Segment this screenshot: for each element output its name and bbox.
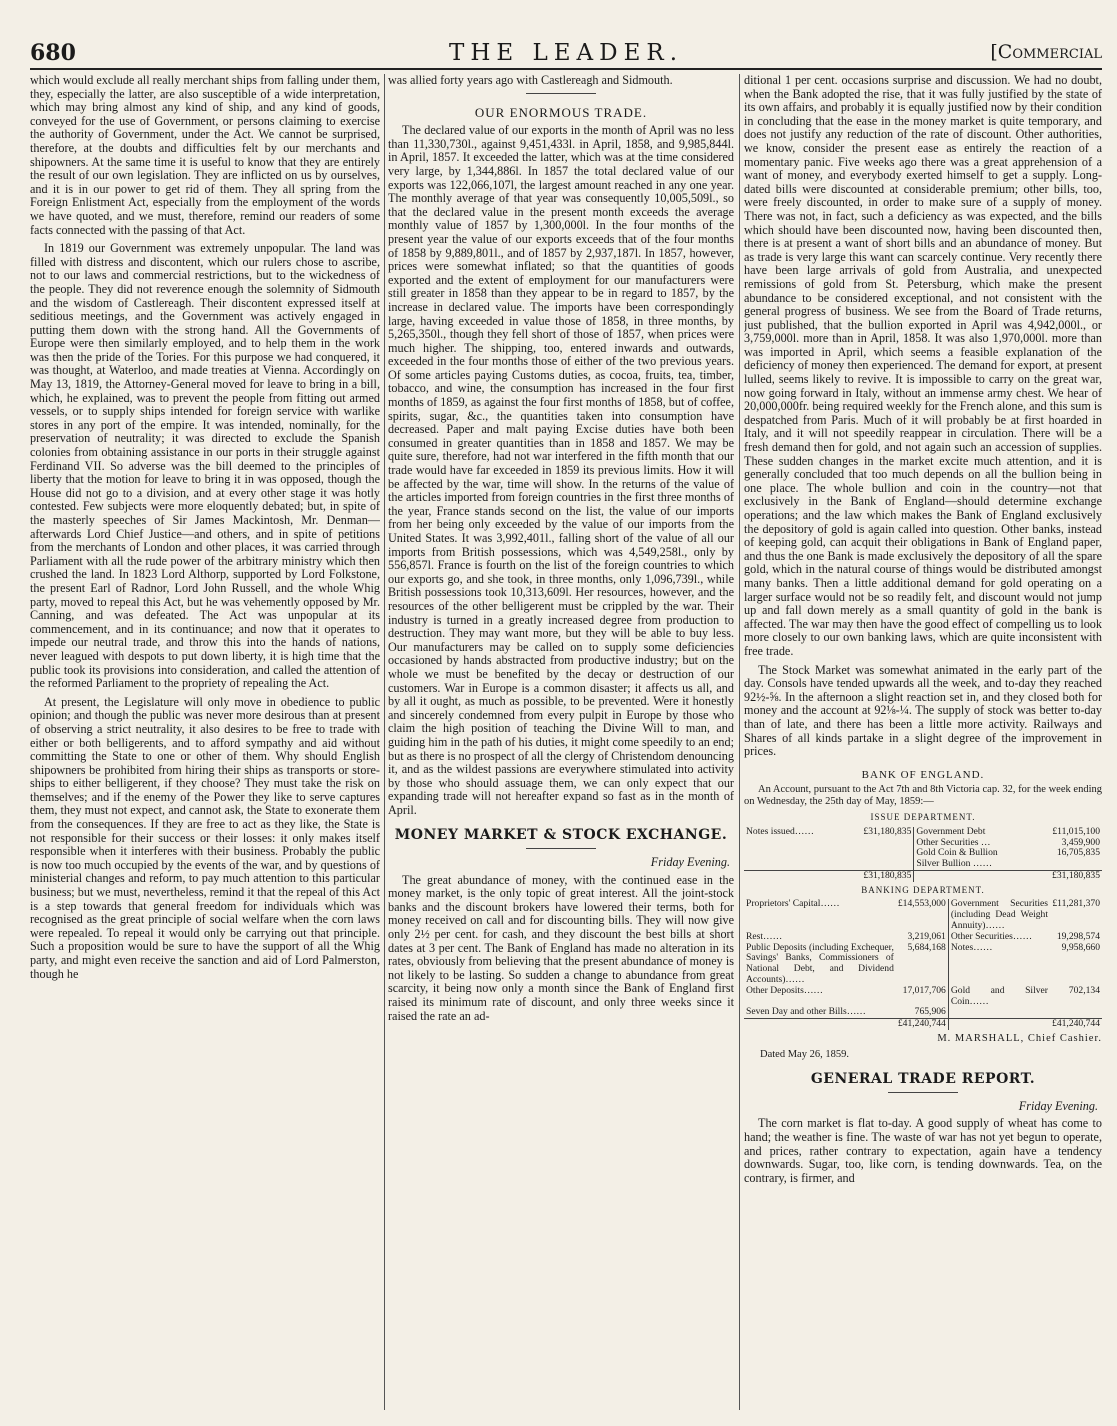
- table-row: Proprietors' Capital…… £14,553,000 Government Securities (including Dead Weight Annuity)…… £11,281,370: [746, 898, 1100, 932]
- table-row: Rest…… 3,219,061 Other Securities…… 19,298,574: [746, 930, 1100, 942]
- issue-department-label: ISSUE DEPARTMENT.: [870, 812, 976, 823]
- heading-money-market: MONEY MARKET & STOCK EXCHANGE.: [394, 827, 728, 844]
- trade-paragraph: The declared value of our exports in the month of April was no less than 11,330,730l., against 9,451,433l. in April, 1858, and 9,985,844l. in April, 1857. It exceeded the latter, which was at the time considered very large, by 1,344,886l. In 1857 the total declared value of our exports was 122,066,107l, the largest amount reached in any one year. The monthly average of that year was consequently 10,005,509l., so that the declared value in the present month exceeds the average monthly value of 1857 by 1,300,000l. In the four months of the present year the value of our exports exceeds that of the four months of 1858 by 9,889,801l., and of 1857 by 2,937,187l. In 1857, however, prices were somewhat inflated; so that the quantities of goods exported and the extent of employment for our manufacturers were still greater in 1858 than they appear to be in regard to 1857, by the increase in declared value. The imports have been correspondingly large, having exceeded in value those of 1858, in three months, by 5,265,350l., though they fell short of those of 1857, when prices were much higher. The shipping, too, entered inwards and outwards, exceeded in the four months those of either of the two previous years. Of some articles paying Customs duties, as cocoa, fruits, tea, timber, tobacco, and wine, the consumption has increased in the four first months of 1859, as against the four first months of 1858, but of coffee, spirits, sugar, &c., the quantities taken into consumption have decreased. Paper and malt paying Excise duties have both been consumed in greater quantities than in 1858 and 1857. We may be quite sure, therefore, had not war interfered in the fifth month that our trade would have far exceeded in 1859 its previous limits. How it will be affected by the war, time will show. In the returns of the value of the articles imported from foreign countries in the first three months of the year, France stands second on the list, the value of our imports from her being only exceeded by the value of our imports from the United States. It was 3,992,401l., falling short of the value of all our imports from British possessions, which was 4,549,258l., only by 556,857l. France is fourth on the list of the foreign countries to which our exports go, and she took, in three months, only 1,096,739l., while British possessions took 10,313,609l. Her resources, however, and the resources of the other belligerent must be crippled by the war. Their industry is turned in a greatly increased degree from production to destruction. They may want more, but they will be able to buy less. Our manufacturers may be called on to supply some deficiencies occasioned by hands abstracted from productive industry; but on the whole we must be benefited by the decay or destruction of our customers. War in Europe is a common disaster; it affects us all, and by all it ought, as much as possible, to be prevented. Were it honestly and sincerely condemned from every pulpit in Europe by those who claim the high position of teaching the Divine Will to man, and guiding him in the path of his duties, it might come speedily to an end; but as there is no prospect of all the clergy of Christendom denouncing it, and as the wildest passions are everywhere stimulated into activity by those who should assuage them, we can only expect that our expanding trade will not hereafter expand so fast as in the month of April.: [388, 123, 734, 817]
- stock-market-paragraph: The Stock Market was somewhat animated in the early part of the day. Consols have tended upwards all the week, and to-day they reached 92½-⅝. In the afternoon a slight reaction set in, and they closed both for money and the account at 92⅛-¼. The supply of stock was better to-day than of late, and there has been a little more activity. Railways and Shares of all kinds partake in a slight degree of the improvement in prices.: [744, 662, 1102, 759]
- table-row: Silver Bullion ……: [744, 859, 1102, 870]
- bank-account-intro: An Account, pursuant to the Act 7th and 8th Victoria cap. 32, for the week ending on Wednesday, the 25th day of May, 1859:—: [744, 784, 1102, 807]
- column-2: [388, 74, 734, 1410]
- table-row: Notes issued…… £31,180,835 Government Debt £11,015,100: [746, 825, 1100, 837]
- column-rule-2: [739, 74, 740, 1410]
- table-row: Gold Coin & Bullion 16,705,835: [744, 848, 1102, 859]
- column-rule-1: [384, 74, 385, 1410]
- section-label: [Commercial: [990, 41, 1102, 63]
- table-row: Other Securities … 3,459,900: [744, 838, 1102, 849]
- table-row: Public Deposits (including Exchequer, Savings' Banks, Commissioners of National Debt, and Dividend Accounts)…… 5,684,168 Notes…… 9,958,660: [746, 941, 1100, 986]
- newspaper-title: THE LEADER.: [448, 40, 684, 66]
- heading-our-enormous-trade: OUR ENORMOUS TRADE.: [474, 104, 648, 120]
- article-paragraph: which would exclude all really merchant ships from falling under them, they, especially the latter, are also susceptible of a wide interpretation, which may bring almost any kind of ship, and any kind of goods, conveyed for the use of Government, or persons claiming to exercise the authority of Government, under the Act. We cannot be surprised, therefore, at the doubts and difficulties felt by our merchants and shipowners. At the same time it is useful to know that they are entirely the result of our own legislation. They are inflicted on us by ourselves, and it is in our power to get rid of them. They all spring from the Foreign Enlistment Act, especially from the employment of the words we have quoted, and we must, therefore, remind our readers of some facts connected with the passing of that Act.: [30, 74, 380, 237]
- bank-account-date: Dated May 26, 1859.: [760, 1048, 849, 1060]
- banking-department-label: BANKING DEPARTMENT.: [861, 884, 985, 895]
- article-continuation: was allied forty years ago with Castlereagh and Sidmouth.: [388, 74, 673, 87]
- trade-report-dateline: Friday Evening.: [1018, 1098, 1098, 1113]
- money-market-paragraph: The great abundance of money, with the continued ease in the money market, is the only topic of great interest. All the joint-stock banks and the discount brokers have lowered their terms, both for money received on call and for discounting bills. They will now give only 2½ per cent. for cash, and they discount the best bills at short dates at 3 per cent. The Bank of England has made no alteration in its rates, obviously from believing that the present abundance of money is not likely to be lasting. So sudden a change to abundance from great scarcity, it being now only a month since the Bank of England first raised its minimum rate of discount, and only three weeks since it raised the rate an ad-: [388, 872, 734, 1023]
- page-number: 680: [30, 40, 76, 66]
- issue-department-table: [744, 827, 1102, 882]
- divider: [888, 1092, 958, 1093]
- divider: [526, 93, 596, 94]
- column-1: [30, 74, 380, 1410]
- trade-report-paragraph: The corn market is flat to-day. A good supply of wheat has come to hand; the weather is fine. The waste of war has not yet begun to operate, and prices, rather contrary to expectation, again have a tendency downwards. Sugar, too, like corn, is tending downwards. Tea, on the contrary, is firmer, and: [744, 1116, 1102, 1185]
- masthead: [30, 40, 1102, 66]
- column-3: [744, 74, 1102, 1410]
- money-market-dateline: Friday Evening.: [650, 855, 730, 870]
- article-paragraph: At present, the Legislature will only move in obedience to public opinion; and though the public was never more desirous than at present of observing a strict neutrality, it also desires to be free to trade with either or both belligerents, and to afford sympathy and aid without committing the State to one or other of them. Why should English shipowners be prohibited from hiring their ships as transports or store-ships to either belligerent, if they choose? They must take the risk on themselves; and if the enemy of the Power they like to serve captures them, they must not expect, and cannot ask, the State to exonerate them from the consequences. If they are free to act as they like, the State is not responsible for their success or their losses: it only makes itself responsible when it interferes with their business. Probably the public is now too much occupied by the events of the war, and by questions of ministerial changes and reform, to pay much attention to this particular business; but we must, nevertheless, remind it that the repeal of this Act is a step towards that general freedom for individuals which was recognised as the great principle of social welfare when the corn laws were repealed. To repeal it would only be carrying out that principle. Such a proposition would be sure to have the support of all the Whig party, and might even receive the sanction and aid of Lord Palmerston, though he: [30, 694, 380, 981]
- table-row: Other Deposits…… 17,017,706 Gold and Silver Coin…… 702,134: [746, 984, 1100, 1007]
- masthead-rule: [30, 68, 1102, 70]
- heading-general-trade-report: GENERAL TRADE REPORT.: [810, 1071, 1036, 1088]
- bank-of-england-title: BANK OF ENGLAND.: [861, 768, 985, 781]
- article-paragraph: In 1819 our Government was extremely unpopular. The land was filled with distress and discontent, which our rulers chose to ascribe, not to our laws and commercial restrictions, but to the wickedness of the people. They did not reverence enough the solemnity of Sidmouth and the wisdom of Castlereagh. Their discontent expressed itself at seditious meetings, and the Government was actively engaged in putting them down with the strong hand. All the Governments of Europe were then similarly employed, and to help them in the work was then the pride of the Tories. For this purpose we had conquered, it was thought, at Waterloo, and made treaties at Vienna. Accordingly on May 13, 1819, the Attorney-General moved for leave to bring in a bill, which, he explained, was to prevent the people from fitting out armed vessels, or to supply ships intended for foreign service with warlike stores in any port of the empire. It was intended, nominally, for the preservation of neutrality; it was directed to exclude the Spanish colonies from obtaining assistance in our ports in their struggle against Ferdinand VII. So adverse was the bill deemed to the principles of liberty that the motion for leave to bring it in was opposed, though the House did not go to a division, and at every other stage it was hotly contested. Few subjects were more eloquently debated; but, in spite of the masterly speeches of Sir James Mackintosh, Mr. Denman—afterwards Lord Chief Justice—and others, and in spite of petitions from the merchants of London and other places, it was carried through Parliament with all the rude power of the arbitrary ministry which then crushed the land. In 1823 Lord Althorp, supported by Lord Folkstone, the present Earl of Radnor, Lord John Russell, and the whole Whig party, moved to repeal this Act, but he was vehemently opposed by Mr. Canning, and was defeated. The Act was unpopular at its commencement, and in its continuance; and now that it operates to impede our neutral trade, and throw this into the hands of nations, never leagued with despots to put down liberty, it is high time that the public took its provisions into consideration, and called the attention of the reformed Parliament to the propriety of repealing the Act.: [30, 241, 380, 691]
- table-row: Seven Day and other Bills…… 765,906: [744, 1007, 1102, 1018]
- divider: [526, 848, 596, 849]
- table-total-row: £41,240,744 £41,240,744: [744, 1019, 1102, 1030]
- table-total-row: £31,180,835 £31,180,835: [744, 871, 1102, 882]
- chief-cashier-signature: M. MARSHALL, Chief Cashier.: [937, 1033, 1102, 1045]
- money-market-continuation: ditional 1 per cent. occasions surprise and discussion. We had no doubt, when the Bank adopted the rise, that it was fully justified by the state of its own affairs, and probably it is equally justified now by their condition in concluding that the ease in the money market is quite temporary, and does not justify any reduction of the rate of discount. Other authorities, we know, consider the present ease as entirely the reaction of a momentary panic. Five weeks ago there was a great apprehension of a want of money, and everybody exerted himself to get a supply. Long-dated bills were discounted at considerable premium; other bills, too, were freely discounted, in order to make sure of a supply of money. There was not, in fact, such a deficiency as was expected, and the bills which should have been discounted now, having been discounted then, there is at present a want of short bills and an abundance of money. But as trade is very large this want can scarcely continue. Very recently there have been large arrivals of gold from Australia, and unexpected remissions of gold from St. Petersburg, which make the present abundance to be considered exceptional, and not consistent with the general progress of business. We see from the Board of Trade returns, just published, that the bullion exported in April was 4,942,000l., or 3,759,000l. more than in April, 1858. It was also 1,970,000l. more than was imported in April, which seems a feasible explanation of the deficiency of money then experienced. The demand for export, at present lulled, seems likely to revive. It is impossible to carry on the great war, now going forward in Italy, without an immense army chest. We hear of 20,000,000fr. being required weekly for the French alone, and this sum is despatched from Paris. Much of it will probably be at first hoarded in Italy, and it will not speedily reappear in circulation. There will be a fresh demand then for gold, and not again such an accession of supplies. These sudden changes in the market excite much attention, and it is generally concluded that too much depends on all the bullion being in one place. The whole bullion and coin in the country—not that exclusively in the Bank of England—should determine exchange operations; and the law which makes the Bank of England exclusively the depository of gold is again called into question. Other banks, instead of keeping gold, can acquit their obligations in Bank of England paper, and thus the one Bank is made exclusively the depository of all the spare gold, which in the natural course of things would be distributed amongst many banks. Then a little additional demand for gold operating on a larger surface would not be so readily felt, and discount would not jump up and fall down merely as a small quantity of gold in the bank is affected. The war may then have the good effect of compelling us to look more closely to our own banking laws, which are quite inconsistent with free trade.: [744, 74, 1102, 658]
- banking-department-table: [744, 899, 1102, 1030]
